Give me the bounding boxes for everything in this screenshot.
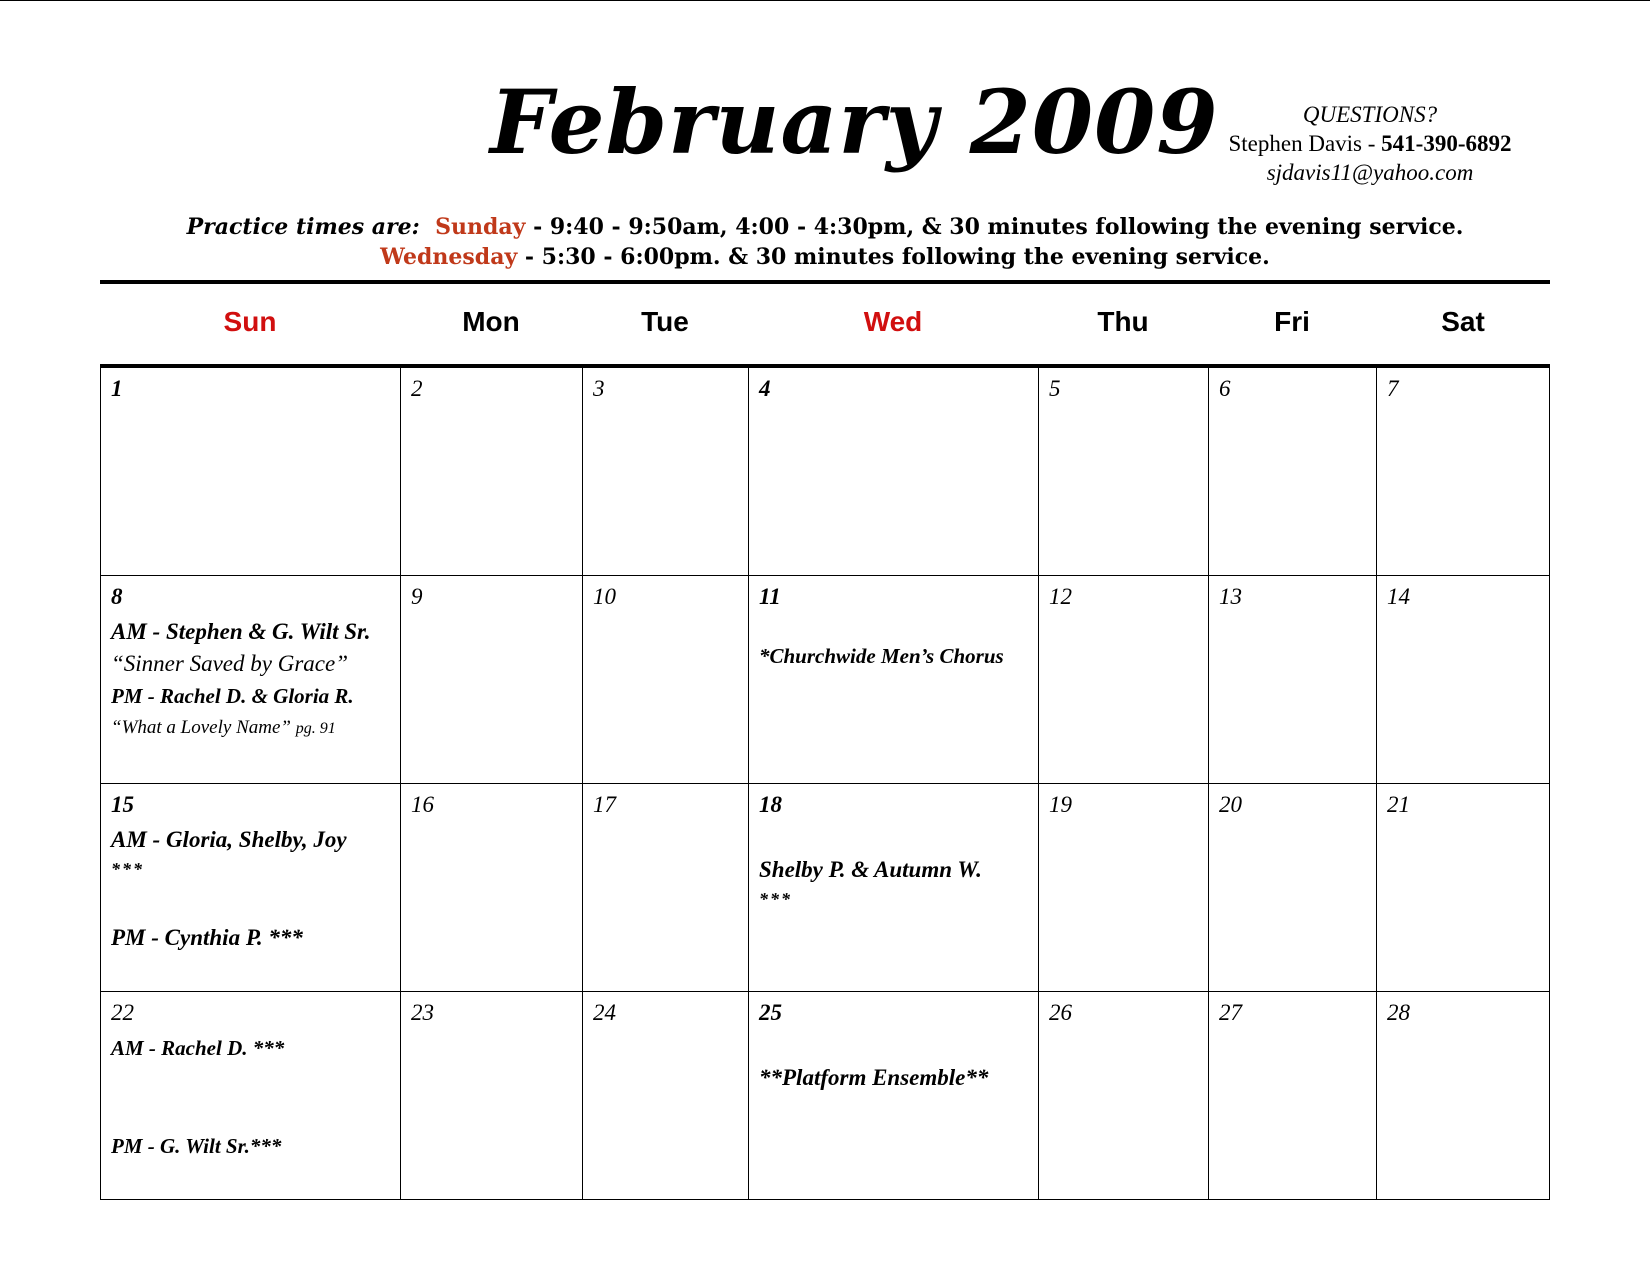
event-pm: PM - G. Wilt Sr.***: [111, 1134, 282, 1158]
day-cell-7[interactable]: [1377, 368, 1549, 576]
day-number: 10: [593, 584, 616, 609]
event-am: AM - Stephen & G. Wilt Sr.: [111, 619, 371, 644]
practice-wednesday-times: - 5:30 - 6:00pm. & 30 minutes following the evening service.: [517, 244, 1270, 270]
day-cell-1[interactable]: [101, 368, 401, 576]
day-cell-19[interactable]: [1039, 784, 1209, 992]
day-cell-5[interactable]: [1039, 368, 1209, 576]
weekday-sun: Sun: [223, 306, 277, 337]
day-cell-24[interactable]: [583, 992, 749, 1199]
top-border: [0, 0, 1650, 1]
calendar-grid: [100, 368, 1550, 1200]
practice-lead: Practice times are:: [186, 214, 420, 240]
weekday-wed: Wed: [863, 306, 923, 337]
day-cell-9[interactable]: [401, 576, 583, 784]
day-cell-18[interactable]: [749, 784, 1039, 992]
day-number: 27: [1219, 1000, 1242, 1025]
day-number: 7: [1387, 376, 1399, 401]
practice-sunday-times: - 9:40 - 9:50am, 4:00 - 4:30pm, & 30 minutes following the evening service.: [525, 214, 1464, 240]
day-number: 20: [1219, 792, 1242, 817]
practice-sunday-label: Sunday: [435, 214, 526, 240]
day-cell-6[interactable]: [1209, 368, 1377, 576]
event-wednesday: Shelby P. & Autumn W.: [759, 857, 982, 882]
page-title: February 2009: [490, 70, 1219, 174]
day-number: 19: [1049, 792, 1072, 817]
event-stars: ***: [759, 889, 792, 909]
event-wednesday: *Churchwide Men’s Chorus: [759, 644, 1004, 668]
event-wednesday: **Platform Ensemble**: [759, 1065, 989, 1090]
day-number: 4: [759, 376, 771, 401]
day-cell-8[interactable]: [101, 576, 401, 784]
day-cell-25[interactable]: [749, 992, 1039, 1199]
day-number: 6: [1219, 376, 1231, 401]
contact-questions: QUESTIONS?: [1302, 102, 1438, 127]
practice-times: [100, 212, 1550, 272]
day-number: 26: [1049, 1000, 1072, 1025]
day-cell-23[interactable]: [401, 992, 583, 1199]
day-number: 28: [1387, 1000, 1410, 1025]
day-number: 9: [411, 584, 423, 609]
day-number: 11: [759, 584, 781, 609]
practice-wednesday: [100, 242, 1550, 272]
day-number: 16: [411, 792, 434, 817]
day-cell-16[interactable]: [401, 784, 583, 992]
event-song: [111, 712, 390, 745]
day-number: 5: [1049, 376, 1061, 401]
day-cell-15[interactable]: [101, 784, 401, 992]
day-cell-13[interactable]: [1209, 576, 1377, 784]
day-number: 3: [593, 376, 605, 401]
contact-email: sjdavis11@yahoo.com: [1266, 160, 1474, 185]
header-divider-top: [100, 280, 1550, 284]
day-number: 23: [411, 1000, 434, 1025]
event-stars: ***: [111, 859, 144, 879]
day-cell-22[interactable]: [101, 992, 401, 1199]
practice-sunday: [100, 212, 1550, 242]
event-song-title: “What a Lovely Name”: [111, 717, 291, 738]
day-number: 1: [111, 376, 123, 401]
day-cell-21[interactable]: [1377, 784, 1549, 992]
practice-wednesday-label: Wednesday: [380, 244, 518, 270]
day-cell-4[interactable]: [749, 368, 1039, 576]
contact-phone: 541-390-6892: [1381, 131, 1512, 156]
day-cell-26[interactable]: [1039, 992, 1209, 1199]
day-number: 14: [1387, 584, 1410, 609]
day-number: 12: [1049, 584, 1072, 609]
weekday-mon: Mon: [462, 306, 520, 337]
day-number: 25: [759, 1000, 782, 1025]
day-cell-11[interactable]: [749, 576, 1039, 784]
day-number: 17: [593, 792, 616, 817]
day-number: 13: [1219, 584, 1242, 609]
day-number: 24: [593, 1000, 616, 1025]
weekday-sat: Sat: [1441, 306, 1485, 337]
contact-line: [1190, 129, 1550, 158]
event-pm: PM - Rachel D. & Gloria R.: [111, 684, 354, 708]
weekday-fri: Fri: [1274, 306, 1310, 337]
day-cell-28[interactable]: [1377, 992, 1549, 1199]
day-number: 21: [1387, 792, 1410, 817]
day-cell-14[interactable]: [1377, 576, 1549, 784]
weekday-thu: Thu: [1097, 306, 1149, 337]
event-pm: PM - Cynthia P. ***: [111, 925, 303, 950]
day-number: 22: [111, 1000, 134, 1025]
day-cell-10[interactable]: [583, 576, 749, 784]
day-cell-20[interactable]: [1209, 784, 1377, 992]
event-song: “Sinner Saved by Grace”: [111, 651, 348, 676]
event-song-page: pg. 91: [295, 720, 336, 737]
day-number: 15: [111, 792, 134, 817]
day-cell-3[interactable]: [583, 368, 749, 576]
event-am: AM - Gloria, Shelby, Joy: [111, 827, 347, 852]
day-cell-17[interactable]: [583, 784, 749, 992]
contact-name: Stephen Davis -: [1228, 131, 1382, 156]
event-am: AM - Rachel D. ***: [111, 1036, 285, 1060]
contact-info: [1190, 100, 1550, 187]
day-number: 8: [111, 584, 123, 609]
day-number: 2: [411, 376, 423, 401]
day-cell-2[interactable]: [401, 368, 583, 576]
weekday-tue: Tue: [641, 306, 689, 337]
day-cell-27[interactable]: [1209, 992, 1377, 1199]
day-cell-12[interactable]: [1039, 576, 1209, 784]
day-number: 18: [759, 792, 782, 817]
